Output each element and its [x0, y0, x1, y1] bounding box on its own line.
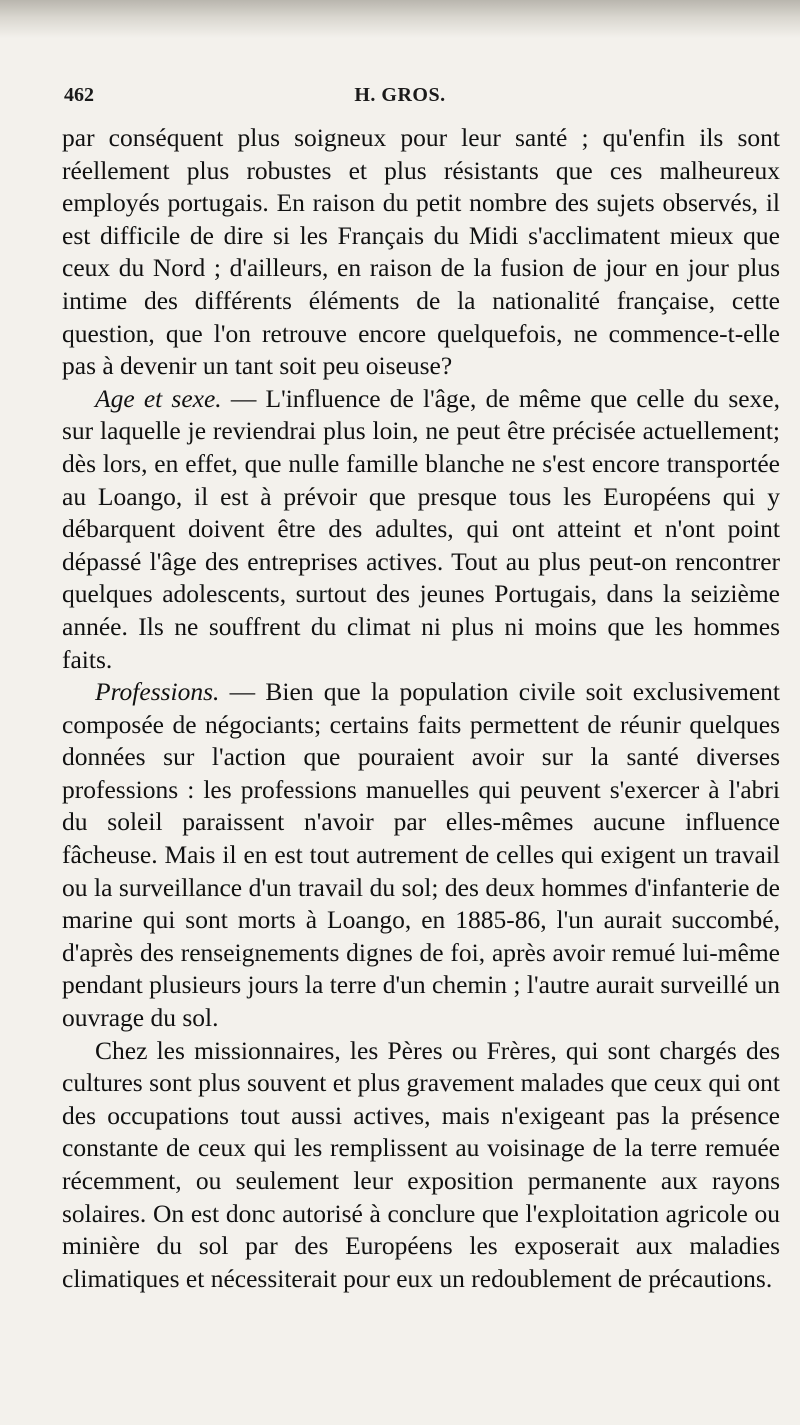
page-edge-shadow	[0, 0, 800, 38]
paragraph-missionnaires: Chez les missionnaires, les Pères ou Frères, qui sont chargés des cultures sont plus souvent et plus gravement malades que ceux qui ont des occupations tout aussi actives, mais n'exigeant pas la présence constante de ceux qui les remplissent au voisinage de la terre remuée récemment, ou seulement leur exposition permanente aux rayons solaires. On est donc autorisé à conclure que l'exploitation agricole ou minière du sol par des Européens les exposerait aux maladies climatiques et nécessiterait pour eux un redoublement de précautions.	[62, 1035, 780, 1293]
paragraph-professions-text: — Bien que la population civile soit exclusivement composée de négociants; certains faits permettent de réunir quelques données sur l'action que pouraient avoir sur la santé diverses professions : les professions manuelles qui peuvent s'exercer à l'abri du soleil paraissent n'avoir par elles-mêmes aucune influence fâcheuse. Mais il en est tout autrement de celles qui exigent un travail ou la surveillance d'un travail du sol; des deux hommes d'infanterie de marine qui sont morts à Loango, en 1885-86, l'un aurait succombé, d'après des renseignements dignes de foi, après avoir remué lui-même pendant plusieurs jours la terre d'un chemin ; l'autre aurait surveillé un ouvrage du sol.	[62, 677, 781, 1033]
section-lead-professions: Professions.	[95, 677, 220, 707]
paragraph-professions	[62, 676, 780, 1035]
running-head-author: H. GROS.	[354, 84, 446, 106]
section-lead-age-sexe: Age et sexe.	[95, 383, 222, 413]
paragraph-age-sexe-text: — L'influence de l'âge, de même que celle du sexe, sur laquelle je reviendrai plus loin, ne peut être précisée actuellement; dès lors, en effet, que nulle famille blanche ne s'est encore transportée au Loango, il est à prévoir que presque tous les Européens qui y débarquent doivent être des adultes, qui ont atteint et n'ont point dépassé l'âge des entreprises actives. Tout au plus peut-on rencontrer quelques adolescents, surtout des jeunes Portugais, dans la seizième année. Ils ne souffrent du climat ni plus ni moins que les hommes faits.	[62, 383, 781, 674]
body-text	[62, 122, 780, 1295]
paragraph-1: par conséquent plus soigneux pour leur santé ; qu'enfin ils sont réellement plus robustes et plus résistants que ces malheureux employés portugais. En raison du petit nombre des sujets observés, il est difficile de dire si les Français du Midi s'acclimatent mieux que ceux du Nord ; d'ailleurs, en raison de la fusion de jour en jour plus intime des différents éléments de la nationalité française, cette question, que l'on retrouve encore quelquefois, ne commence-t-elle pas à devenir un tant soit peu oiseuse?	[62, 123, 780, 381]
page-number: 462	[64, 84, 94, 106]
paragraph-age-sexe	[62, 383, 780, 676]
running-head	[64, 84, 736, 114]
